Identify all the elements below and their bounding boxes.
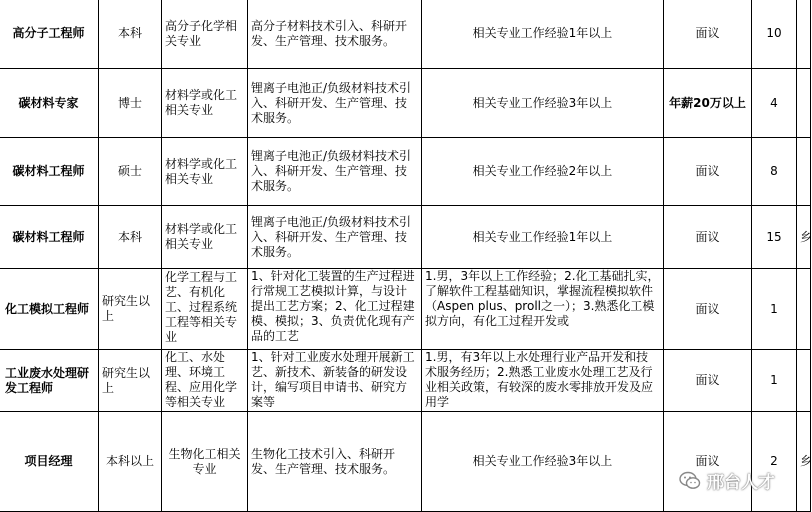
position-cell: 高分子工程师 [0, 0, 99, 69]
edge-cell [797, 138, 811, 206]
education-cell: 研究生以上 [99, 350, 162, 412]
duties-cell: 锂离子电池正/负级材料技术引入、科研开发、生产管理、技术服务。 [248, 69, 422, 138]
position-cell: 碳材料工程师 [0, 138, 99, 206]
salary-cell: 面议 [664, 350, 752, 412]
duties-cell: 生物化工技术引入、科研开发、生产管理、技术服务。 [248, 412, 422, 512]
education-cell: 博士 [99, 69, 162, 138]
major-cell [162, 269, 248, 350]
edge-cell [797, 350, 811, 412]
edge-cell [797, 269, 811, 350]
requirements-cell: 相关专业工作经验3年以上 [422, 412, 664, 512]
salary-cell: 面议 [664, 412, 752, 512]
requirements-cell: 相关专业工作经验2年以上 [422, 138, 664, 206]
position-cell: 工业废水处理研发工程师 [0, 350, 99, 412]
edge-cell: 乡 [797, 206, 811, 269]
education-cell: 本科以上 [99, 412, 162, 512]
position-cell: 碳材料工程师 [0, 206, 99, 269]
requirements-cell: 相关专业工作经验3年以上 [422, 69, 664, 138]
major-cell: 材料学或化工相关专业 [162, 206, 248, 269]
requirements-text: 1.男，有3年以上水处理行业产品开发和技术服务经历；2.熟悉工业废水处理工艺及行业相关政策，有较深的废水零排放开发及应用学 [425, 350, 654, 409]
position-cell: 项目经理 [0, 412, 99, 512]
duties-cell [248, 350, 422, 412]
requirements-cell [422, 350, 664, 412]
table-row [0, 269, 811, 350]
count-cell: 10 [752, 0, 797, 69]
major-cell: 材料学或化工相关专业 [162, 69, 248, 138]
position-cell: 化工模拟工程师 [0, 269, 99, 350]
major-cell [162, 350, 248, 412]
edge-cell [797, 0, 811, 69]
wechat-icon [679, 471, 701, 491]
table-row [0, 412, 811, 512]
education-cell: 本科 [99, 206, 162, 269]
count-cell: 1 [752, 350, 797, 412]
requirements-cell [422, 269, 664, 350]
major-cell: 高分子化学相关专业 [162, 0, 248, 69]
education-cell: 研究生以上 [99, 269, 162, 350]
table-row [0, 206, 811, 269]
table-row [0, 69, 811, 138]
duties-text: 1、针对工业废水处理开展新工艺、新技术、新装备的研发设计，编写项目申请书、研究方案等 [251, 350, 415, 409]
salary-cell: 面议 [664, 0, 752, 69]
edge-cell: 乡 [797, 412, 811, 512]
major-text: 化学工程与工艺、有机化工、过程系统工程等相关专业 [165, 270, 238, 344]
salary-cell: 面议 [664, 138, 752, 206]
salary-cell: 面议 [664, 269, 752, 350]
table-row [0, 0, 811, 69]
major-text: 化工、水处理、环境工程、应用化学等相关专业 [165, 350, 238, 409]
major-cell: 材料学或化工相关专业 [162, 138, 248, 206]
position-cell: 碳材料专家 [0, 69, 99, 138]
salary-cell: 年薪20万以上 [664, 69, 752, 138]
count-cell: 1 [752, 269, 797, 350]
duties-cell: 锂离子电池正/负级材料技术引入、科研开发、生产管理、技术服务。 [248, 138, 422, 206]
education-cell: 本科 [99, 0, 162, 69]
duties-text: 1、针对化工装置的生产过程进行常规工艺模拟计算，与设计提出工艺方案；2、化工过程建模、模拟；3、负责优化现有产品的工艺 [251, 269, 415, 343]
requirements-cell: 相关专业工作经验1年以上 [422, 206, 664, 269]
duties-cell [248, 269, 422, 350]
requirements-text: 1.男，3年以上工作经验；2.化工基础扎实，了解软件工程基础知识，掌握流程模拟软件（Aspen plus、proll之一）；3.熟悉化工模拟方向，有化工过程开发或 [425, 269, 660, 328]
edge-cell [797, 69, 811, 138]
count-cell: 2 [752, 412, 797, 512]
salary-cell: 面议 [664, 206, 752, 269]
duties-cell: 锂离子电池正/负级材料技术引入、科研开发、生产管理、技术服务。 [248, 206, 422, 269]
table-row [0, 138, 811, 206]
watermark [679, 468, 775, 493]
count-cell: 4 [752, 69, 797, 138]
watermark-text: 邢台人才 [707, 473, 775, 493]
major-cell: 生物化工相关专业 [162, 412, 248, 512]
duties-cell: 高分子材料技术引入、科研开发、生产管理、技术服务。 [248, 0, 422, 69]
education-cell: 硕士 [99, 138, 162, 206]
count-cell: 15 [752, 206, 797, 269]
table-row [0, 350, 811, 412]
requirements-cell: 相关专业工作经验1年以上 [422, 0, 664, 69]
count-cell: 8 [752, 138, 797, 206]
